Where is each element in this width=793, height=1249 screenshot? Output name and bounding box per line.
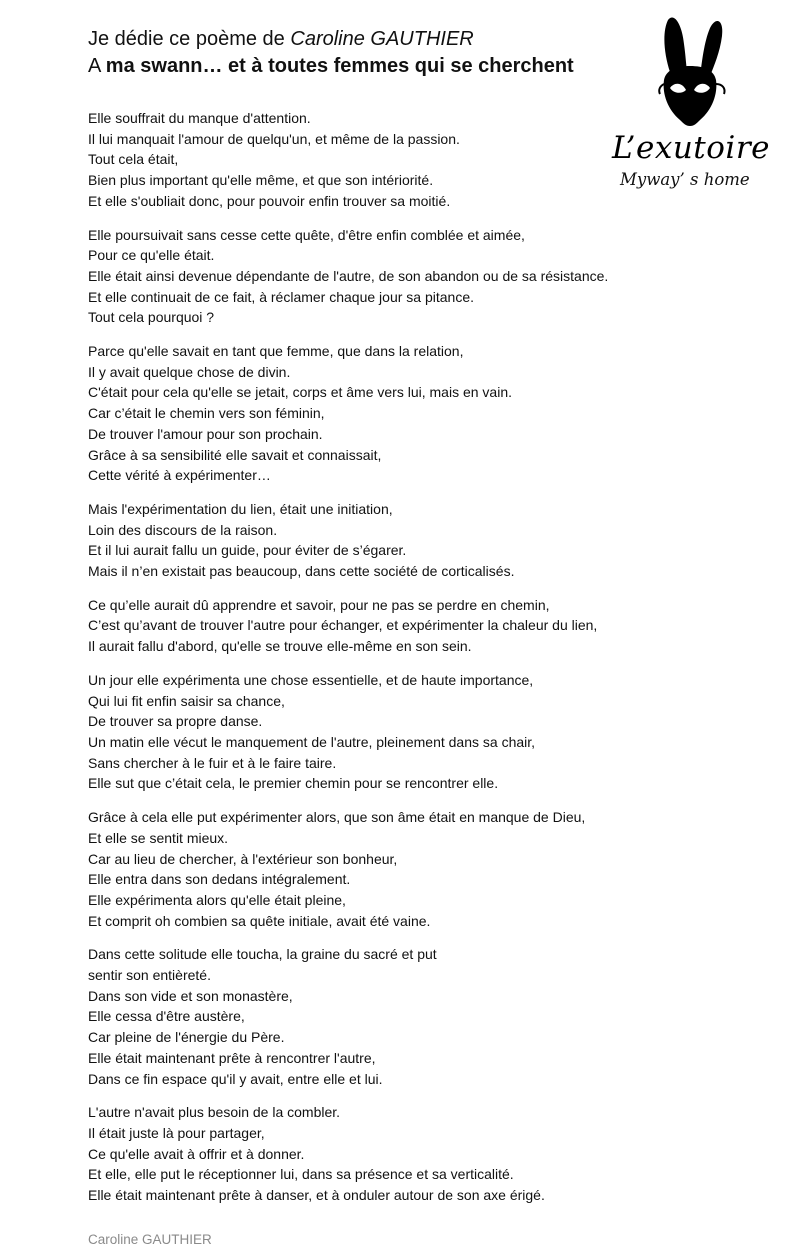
poem-line: Car pleine de l'énergie du Père. (88, 1029, 285, 1046)
poem-line: Elle cessa d'être austère, (88, 1008, 245, 1025)
dedication-line: Je dédie ce poème de Caroline GAUTHIER (88, 28, 474, 50)
poem-stanza (88, 1102, 728, 1206)
poem-line: C’est qu’avant de trouver l'autre pour échanger, et expérimenter la chaleur du lien, (88, 617, 598, 634)
poem-line: Elle poursuivait sans cesse cette quête, d'être enfin comblée et aimée, (88, 226, 525, 243)
poem-stanza (88, 595, 728, 657)
poem-line: Pour ce qu'elle était. (88, 247, 215, 264)
poem-line: Dans cette solitude elle toucha, la graine du sacré et put (88, 946, 437, 963)
poem-line: Il aurait fallu d'abord, qu'elle se trouve elle-même en son sein. (88, 638, 472, 655)
poem-body (88, 108, 728, 1219)
poem-line: Qui lui fit enfin saisir sa chance, (88, 692, 285, 709)
poem-line: Il était juste là pour partager, (88, 1124, 265, 1141)
poem-line: Cette vérité à expérimenter… (88, 467, 271, 484)
dedication-header (88, 26, 628, 80)
poem-line: Loin des discours de la raison. (88, 521, 278, 538)
poem-line: Dans son vide et son monastère, (88, 987, 293, 1004)
poem-line: Et il lui aurait fallu un guide, pour éviter de s’égarer. (88, 542, 407, 559)
poem-line: Et elle se sentit mieux. (88, 829, 229, 846)
signature: Caroline GAUTHIER (88, 1232, 212, 1247)
poem-line: Et comprit oh combien sa quête initiale, avait été vaine. (88, 912, 431, 929)
logo-title: L’exutoire (612, 130, 771, 166)
poem-line: Elle entra dans son dedans intégralement. (88, 871, 351, 888)
poem-line: Tout cela pourquoi ? (88, 309, 215, 326)
poem-stanza (88, 108, 728, 212)
poem-line: Un jour elle expérimenta une chose essentielle, et de haute importance, (88, 671, 534, 688)
poem-line: Il y avait quelque chose de divin. (88, 363, 291, 380)
poem-line: Ce qu’elle aurait dû apprendre et savoir, pour ne pas se perdre en chemin, (88, 596, 550, 613)
poem-line: Elle était maintenant prête à rencontrer l'autre, (88, 1049, 376, 1066)
poem-stanza (88, 670, 728, 794)
poem-line: Mais l'expérimentation du lien, était une initiation, (88, 500, 393, 517)
poem-stanza (88, 225, 728, 329)
poem-line: Mais il n’en existait pas beaucoup, dans cette société de corticalisés. (88, 563, 515, 580)
poem-line: Sans chercher à le fuir et à le faire taire. (88, 754, 337, 771)
poem-line: Et elle continuait de ce fait, à réclamer chaque jour sa pitance. (88, 288, 474, 305)
poem-line: sentir son entièreté. (88, 967, 211, 984)
poem-line: L'autre n'avait plus besoin de la combler. (88, 1104, 341, 1121)
poem-stanza (88, 944, 728, 1089)
poem-stanza (88, 341, 728, 486)
poem-line: Parce qu'elle savait en tant que femme, que dans la relation, (88, 343, 464, 360)
poem-line: Tout cela était, (88, 151, 179, 168)
poem-line: Elle expérimenta alors qu'elle était pleine, (88, 891, 346, 908)
poem-line: Elle souffrait du manque d'attention. (88, 110, 311, 126)
logo-subtitle: Myway’ s home (620, 170, 750, 189)
poem-line: Et elle, elle put le réceptionner lui, dans sa présence et sa verticalité. (88, 1166, 514, 1183)
poem-line: Car c’était le chemin vers son féminin, (88, 405, 325, 422)
poem-line: Et elle s'oubliait donc, pour pouvoir enfin trouver sa moitié. (88, 192, 451, 209)
poem-line: Elle était ainsi devenue dépendante de l'autre, de son abandon ou de sa résistance. (88, 267, 609, 284)
poem-line: Elle sut que c’était cela, le premier chemin pour se rencontrer elle. (88, 775, 499, 792)
poem-line: Dans ce fin espace qu'il y avait, entre elle et lui. (88, 1070, 383, 1087)
poem-line: Bien plus important qu'elle même, et que son intériorité. (88, 172, 434, 189)
poem-line: De trouver sa propre danse. (88, 713, 263, 730)
poem-line: Grâce à cela elle put expérimenter alors, que son âme était en manque de Dieu, (88, 809, 586, 826)
poem-line: Car au lieu de chercher, à l'extérieur son bonheur, (88, 850, 398, 867)
dedication-recipient: A ma swann… et à toutes femmes qui se cherchent (88, 55, 574, 77)
poem-stanza (88, 499, 728, 582)
poem-line: Ce qu'elle avait à offrir et à donner. (88, 1145, 305, 1162)
poem-line: C'était pour cela qu'elle se jetait, corps et âme vers lui, mais en vain. (88, 384, 512, 401)
poem-line: De trouver l'amour pour son prochain. (88, 425, 323, 442)
author-name: Caroline GAUTHIER (290, 28, 474, 50)
poem-line: Elle était maintenant prête à danser, et à onduler autour de son axe érigé. (88, 1187, 545, 1204)
poem-line: Il lui manquait l'amour de quelqu'un, et même de la passion. (88, 130, 460, 147)
poem-line: Grâce à sa sensibilité elle savait et connaissait, (88, 446, 382, 463)
poem-line: Un matin elle vécut le manquement de l'autre, pleinement dans sa chair, (88, 733, 536, 750)
poem-stanza (88, 807, 728, 931)
